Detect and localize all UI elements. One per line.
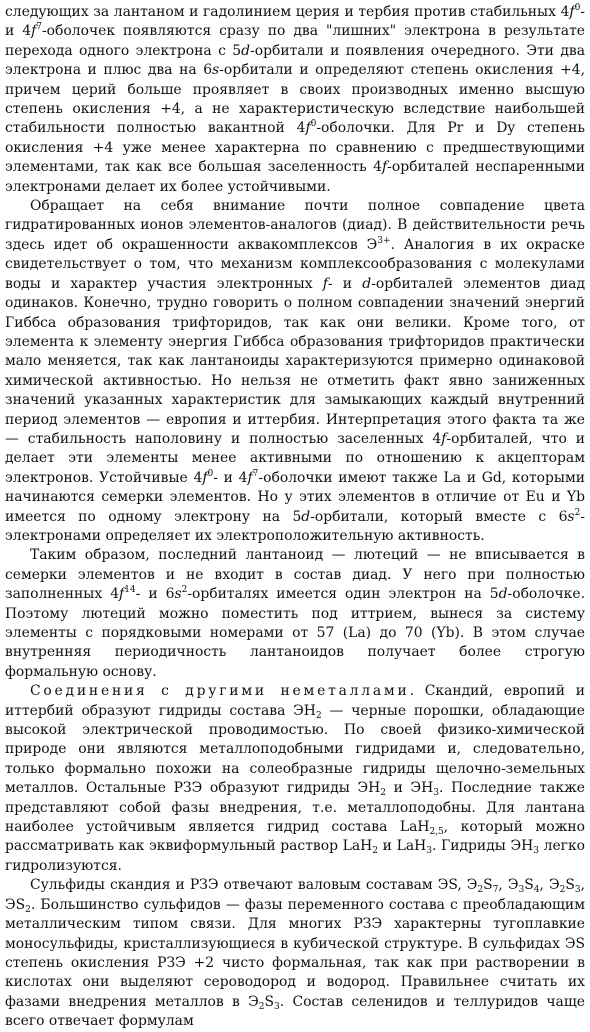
paragraph-2: Обращает на себя внимание почти полное совпадение цвета гидратированных ионов элементов-аналогов (диад). В действительности речь здесь идет об окрашенности аквакомплексов $Э^{3+}$. Аналогия в их окраске свидетельствует о том, что механизм комплексообразования с молекулами воды и характер участия электронных f- и d-орбиталей элементов диад одинаков. Конечно, трудно говорить о полном совпадении значений энергий Гиббса образования трифторидов, так как они велики. Кроме того, от элемента к элементу энергия Гиббса образования трифторидов практически мало меняется, так как лантаноиды характеризуются примерно одинаковой химической активностью. Но нельзя не отметить факт явно заниженных значений указанных характеристик для замыкающих каждый внутренний период элементов — европия и иттербия. Интерпретация этого факта та же — стабильность наполовину и полностью заселенных 4f-орбиталей, что и делает эти элементы менее активными по отношению к акцепторам электронов. Устойчивые $4f^0-$ и $4f^7$-оболочки имеют также La и Gd, которыми начинаются семерки элементов. Но у этих элементов в отличие от Eu и Yb имеется по одному электрону на 5d-орбитали, который вместе с $6s^2$-электронами определяет их электроположительную активность. xyxy=(5,198,586,544)
paragraph-sulfides: Сульфиды скандия и РЗЭ отвечают валовым составам ЭS, $Э_2S_7$, $Э_3S_4$, $Э_2S_3$, $ЭS_2$. Большинство сульфидов — фазы переменного состава с преобладающим металлическим типом связи. Для многих РЗЭ характерны тугоплавкие моносульфиды, кристаллизующиеся в кубической структуре. В сульфидах ЭS степень окисления РЗЭ +2 чисто формальная, так как при растворении в кислотах они выделяют сероводород и водород. Правильнее считать их фазами внедрения металлов в $Э_2S_3$. Состав селенидов и теллуридов чаще всего отвечает формулам xyxy=(5,877,585,1030)
paragraph-3: Таким образом, последний лантаноид — лютеций — не вписывается в семерки элементов и не входит в состав диад. У него при полностью заполненных $4f^{14}-$ и $6s^2$-орбиталях имеется один электрон на 5d-оболочке. Поэтому лютеций можно поместить под иттрием, вынеся за систему элементы с порядковыми номерами от 57 (La) до 70 (Yb). В этом случае внутренняя периодичность лантаноидов получает более строгую формальную основу. xyxy=(5,547,585,680)
document-page xyxy=(5,3,585,1032)
paragraph-hydrides: Соединения с другими неметаллами. Скандий, европий и иттербий образуют гидриды состава $ЭН_2$ — черные порошки, обладающие высокой электрической проводимостью. По своей физико-химической природе они являются металлоподобными гидридами и, следовательно, только формально похожи на солеобразные гидриды щелочно-земельных металлов. Остальные РЗЭ образуют гидриды $ЭН_2$ и $ЭН_3$. Последние также представляют собой фазы внедрения, т.е. металлоподобны. Для лантана наиболее устойчивым является гидрид состава LaH$_{2,5}$, который можно рассматривать как эквиформульный раствор LaH$_2$ и LaH$_3$. Гидриды $ЭН_3$ легко гидролизуются. xyxy=(5,683,586,874)
paragraph-1: следующих за лантаном и гадолинием церия и тербия против стабильных $4f^0-$ и $4f^7$-оболочек появляются сразу по два "лишних" электрона в результате перехода одного электрона с 5d-орбитали и появления очередного. Эти два электрона и плюс два на 6s-орбитали и определяют степень окисления +4, причем церий больше проявляет в своих производных именно высшую степень окисления +4, а не характеристическую вследствие наибольшей стабильности полностью вакантной $4f^0$-оболочки. Для Pr и Dy степень окисления +4 уже менее характерна по сравнению с предшествующими элементами, так как все большая заселенность 4f-орбиталей неспаренными электронами делает их более устойчивыми. xyxy=(5,3,585,195)
